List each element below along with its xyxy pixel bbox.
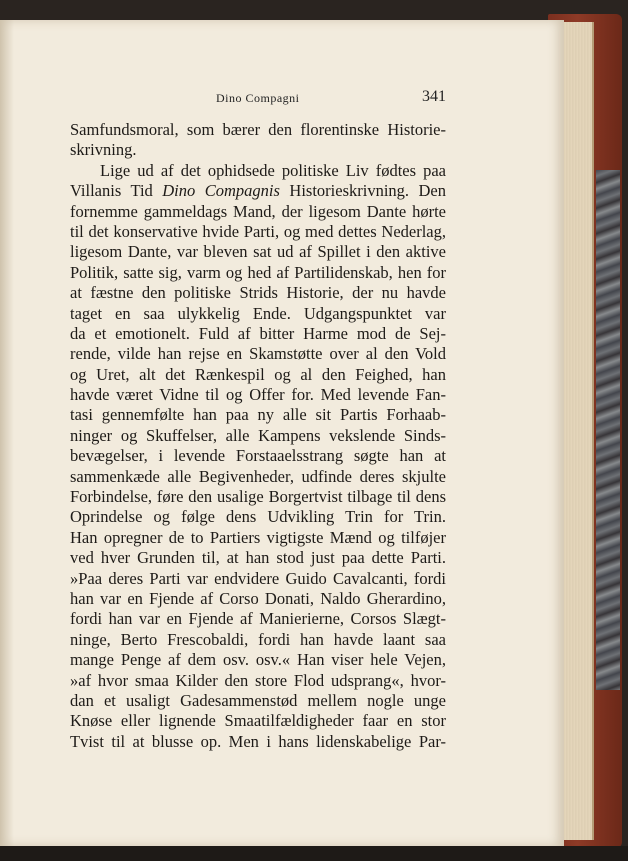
text-line: Samfundsmoral, som bærer den florentinske Historie-: [70, 120, 446, 139]
body-text: [70, 120, 446, 752]
text-line: »af hvor smaa Kilder den store Flod udsprang«, hvor-: [70, 670, 446, 690]
text-line: at fæstne den politiske Strids Historie, der nu havde: [70, 283, 446, 303]
marbled-cover-panel: [596, 170, 620, 690]
text-line: havde været Vidne til og Offer for. Med levende Fan-: [70, 385, 446, 405]
text-line: han var en Fjende af Corso Donati, Naldo Gherardino,: [70, 588, 446, 608]
running-head: [70, 88, 446, 110]
bottom-background: [0, 846, 628, 861]
text-line: taget en saa ulykkelig Ende. Udgangspunktet var: [70, 303, 446, 323]
text-line: ninger og Skuffelser, alle Kampens vekslende Sinds-: [70, 425, 446, 445]
page-gutter: [0, 20, 14, 846]
text-line: til det konservative hvide Parti, og med dettes Nederlag,: [70, 221, 446, 241]
text-line: »Paa deres Parti var endvidere Guido Cavalcanti, fordi: [70, 568, 446, 588]
text-line: Forbindelse, føre den usalige Borgertvist tilbage til dens: [70, 487, 446, 507]
text-line: Villanis Tid Dino Compagnis Historieskrivning. Den: [70, 181, 447, 201]
text-line: Lige ud af det ophidsede politiske Liv fødtes paa: [100, 160, 446, 180]
text-line: tasi gennemfølte han paa ny alle sit Partis Forhaab-: [70, 405, 446, 425]
page-number: 341: [422, 88, 446, 105]
text-line: Han opregner de to Partiers vigtigste Mænd og tilføjer: [70, 527, 446, 547]
text-line: Politik, satte sig, varm og hed af Partilidenskab, hen for: [70, 262, 446, 282]
text-line: rende, vilde han rejse en Skamstøtte over al den Vold: [70, 344, 446, 364]
text-line: skrivning.: [70, 140, 137, 160]
text-line: og Uret, alt det Rænkespil og al den Feighed, han: [70, 364, 446, 384]
text-line: ligesom Dante, var bleven sat ud af Spillet i den aktive: [70, 242, 446, 262]
text-line: fordi han var en Fjende af Manierierne, Corsos Slægt-: [70, 609, 446, 629]
running-title: Dino Compagni: [216, 91, 300, 105]
text-line: Knøse eller lignende Smaatilfældigheder faar en stor: [70, 711, 446, 731]
text-line: da et emotionelt. Fuld af bitter Harme mod de Sej-: [70, 323, 446, 343]
text-line: Tvist til at blusse op. Men i hans lidenskabelige Par-: [70, 731, 446, 751]
text-line: fornemme gammeldags Mand, der ligesom Dante hørte: [70, 201, 446, 221]
text-line: dan et usaligt Gadesammenstød mellem nogle unge: [70, 690, 446, 710]
text-line: ved hver Grunden til, at han stod just paa dette Parti.: [70, 548, 446, 568]
italic-name: Dino Compagnis: [162, 181, 280, 201]
text-line: mange Penge af dem osv. osv.« Han viser hele Vejen,: [70, 650, 446, 670]
text-line: ninge, Berto Frescobaldi, fordi han havde laant saa: [70, 629, 446, 649]
text-line: sammenkæde alle Begivenheder, udfinde deres skjulte: [70, 466, 446, 486]
text-line: Oprindelse og følge dens Udvikling Trin for Trin.: [70, 507, 446, 527]
text-line: bevægelser, i levende Forstaaelsstrang søgte han at: [70, 446, 446, 466]
